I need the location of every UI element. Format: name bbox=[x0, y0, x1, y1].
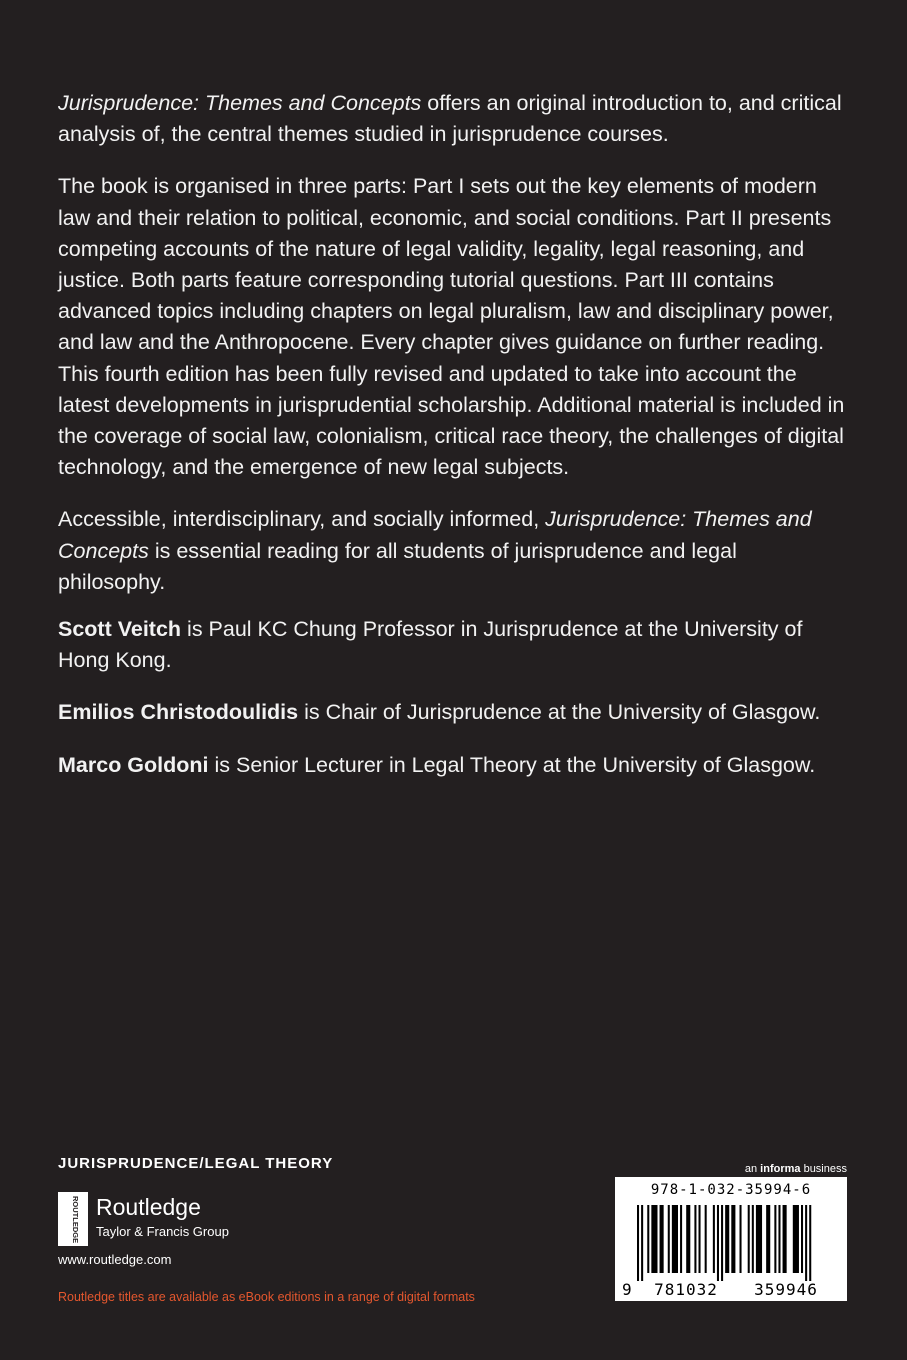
publisher-url[interactable]: www.routledge.com bbox=[58, 1252, 172, 1267]
barcode-bar bbox=[725, 1205, 729, 1273]
barcode-bar bbox=[731, 1205, 735, 1273]
barcode-bar bbox=[641, 1205, 643, 1281]
barcode-bar bbox=[699, 1205, 701, 1273]
barcode-right-digits: 359946 bbox=[754, 1280, 818, 1299]
barcode-bar bbox=[752, 1205, 754, 1273]
routledge-mark-text: ROUTLEDGE bbox=[71, 1196, 80, 1244]
barcode-bar bbox=[793, 1205, 799, 1273]
book-description bbox=[58, 88, 848, 619]
barcode-bar bbox=[717, 1205, 719, 1281]
description-paragraph-3: Accessible, interdisciplinary, and socially informed, Jurisprudence: Themes and Concepts is essential reading for all students of jurisprudence and legal philosophy. bbox=[58, 507, 812, 594]
barcode-bar bbox=[805, 1205, 807, 1281]
author-bio: Emilios Christodoulidis is Chair of Jurisprudence at the University of Glasgow. bbox=[58, 700, 821, 725]
author-bio: Marco Goldoni is Senior Lecturer in Legal Theory at the University of Glasgow. bbox=[58, 752, 816, 777]
barcode-bar bbox=[801, 1205, 803, 1273]
barcode-bar bbox=[774, 1205, 776, 1273]
barcode-bar bbox=[668, 1205, 670, 1273]
publisher-name: Routledge bbox=[96, 1194, 201, 1220]
barcode-bar bbox=[680, 1205, 682, 1273]
author-bios bbox=[58, 614, 848, 802]
barcode-bar bbox=[766, 1205, 770, 1273]
barcode-bar bbox=[756, 1205, 762, 1273]
barcode-left-digits: 781032 bbox=[654, 1280, 718, 1299]
subject-category: JURISPRUDENCE/LEGAL THEORY bbox=[58, 1155, 334, 1172]
publisher-group: Taylor & Francis Group bbox=[96, 1224, 229, 1239]
book-title-italic: Jurisprudence: Themes and Concepts bbox=[58, 507, 812, 563]
author-name: Marco Goldoni bbox=[58, 752, 209, 777]
publisher-logo bbox=[58, 1192, 318, 1248]
barcode-bar bbox=[740, 1205, 742, 1273]
routledge-logo-icon bbox=[58, 1192, 88, 1246]
barcode-bar bbox=[660, 1205, 664, 1273]
barcode-bar bbox=[713, 1205, 715, 1273]
barcode-bar bbox=[647, 1205, 649, 1273]
barcode-bar bbox=[637, 1205, 639, 1281]
barcode-bar bbox=[686, 1205, 690, 1273]
barcode-bar bbox=[694, 1205, 696, 1273]
isbn-barcode bbox=[615, 1177, 847, 1301]
barcode-first-digit: 9 bbox=[622, 1280, 632, 1299]
informa-tagline: an informa business bbox=[744, 1163, 847, 1175]
barcode-bar bbox=[672, 1205, 678, 1273]
author-bio: Scott Veitch is Paul KC Chung Professor in Jurisprudence at the University of Hong Kong. bbox=[58, 617, 803, 673]
isbn-number: 978-1-032-35994-6 bbox=[650, 1182, 812, 1198]
barcode-bar bbox=[778, 1205, 780, 1273]
barcode-bar bbox=[651, 1205, 657, 1273]
barcode-bar bbox=[783, 1205, 787, 1273]
barcode-bar bbox=[705, 1205, 707, 1273]
author-name: Emilios Christodoulidis bbox=[58, 700, 299, 725]
barcode-bar bbox=[809, 1205, 811, 1281]
barcode-bar bbox=[748, 1205, 750, 1273]
description-paragraph-1: Jurisprudence: Themes and Concepts offers an original introduction to, and critical analysis of, the central themes studied in jurisprudence courses. bbox=[58, 91, 842, 147]
ebook-note: Routledge titles are available as eBook editions in a range of digital formats bbox=[58, 1290, 475, 1304]
author-name: Scott Veitch bbox=[58, 617, 182, 641]
barcode-icon bbox=[615, 1203, 847, 1299]
description-paragraph-2: The book is organised in three parts: Part I sets out the key elements of modern law and their relation to political, economic, and social conditions. Part II presents competing accounts of the nature of legal validity, legality, legal reasoning, and justice. Both parts feature corresponding tutorial questions. Part III contains advanced topics including chapters on legal pluralism, law and disciplinary power, and law and the Anthropocene. Every chapter gives guidance on further reading. This fourth edition has been fully revised and updated to take into account the latest developments in jurisprudential scholarship. Additional material is included in the coverage of social law, colonialism, critical race theory, the challenges of digital technology, and the emergence of new legal subjects. bbox=[58, 174, 845, 480]
book-title-italic: Jurisprudence: Themes and Concepts bbox=[58, 91, 422, 115]
barcode-bar bbox=[721, 1205, 723, 1281]
